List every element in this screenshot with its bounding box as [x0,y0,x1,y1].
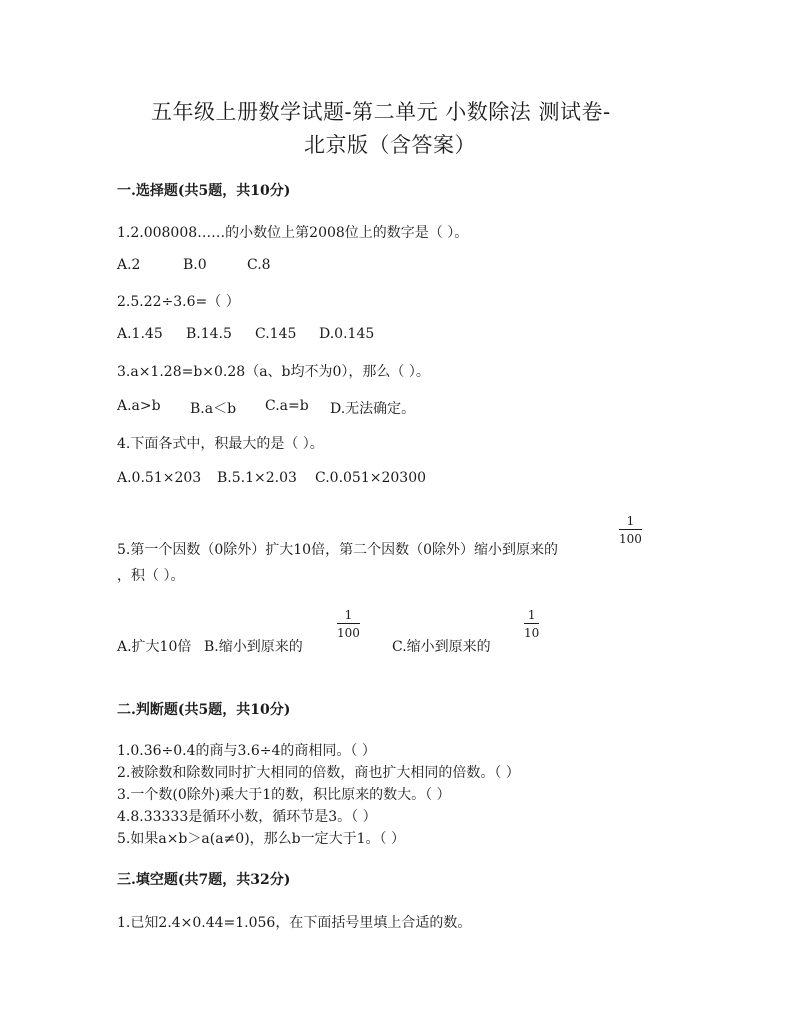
question-3: 3.a×1.28=b×0.28（a、b均不为0），那么（ ）。 [117,364,430,380]
q3-option-d: D.无法确定。 [330,401,416,417]
question-1: 1.2.008008……的小数位上第2008位上的数字是（ ）。 [117,225,469,241]
q5-option-b-denominator: 100 [337,626,360,640]
q5-option-b-numerator: 1 [344,608,353,622]
q5-option-c: C.缩小到原来的 [392,639,491,655]
q3-option-c: C.a=b [265,398,309,414]
question-5: 5.第一个因数（0除外）扩大10倍，第二个因数（0除外）缩小到原来的 [117,542,558,558]
judgment-item-3: 3.一个数(0除外)乘大于1的数，积比原来的数大。（ ） [117,787,451,803]
q2-option-d: D.0.145 [319,326,375,342]
q5-option-c-numerator: 1 [527,608,536,622]
q5-option-b-fraction [337,609,360,639]
q5-fraction [619,515,642,545]
section-heading-true-false: 二.判断题(共5题，共10分) [117,702,291,718]
q3-option-b: B.a＜b [190,401,237,417]
question-5-continued: ，积（ ）。 [117,568,185,584]
judgment-item-4: 4.8.33333是循环小数，循环节是3。（ ） [117,809,377,825]
q2-option-a: A.1.45 [117,326,163,342]
document-title-line-1: 五年级上册数学试题-第二单元 小数除法 测试卷- [151,100,611,124]
q5-option-c-denominator: 10 [524,626,540,640]
fill-in-question-1: 1.已知2.4×0.44=1.056，在下面括号里填上合适的数。 [117,915,472,931]
q5-option-a: A.扩大10倍 [117,639,192,655]
judgment-item-5: 5.如果a×b＞a(a≠0)，那么b一定大于1。（ ） [117,831,405,847]
q2-option-b: B.14.5 [186,326,232,342]
q5-option-b: B.缩小到原来的 [204,639,303,655]
q5-fraction-numerator: 1 [626,514,635,528]
q1-option-b: B.0 [183,257,207,273]
q4-option-c: C.0.051×20300 [315,470,427,486]
q4-option-a: A.0.51×203 [117,470,202,486]
q3-option-a: A.a>b [117,398,161,414]
document-title-line-2: 北京版（含答案） [304,133,476,157]
q1-option-a: A.2 [117,257,141,273]
q2-option-c: C.145 [255,326,297,342]
judgment-item-1: 1.0.36÷0.4的商与3.6÷4的商相同。（ ） [117,743,376,759]
q5-option-c-fraction [524,609,539,639]
judgment-item-2: 2.被除数和除数同时扩大相同的倍数，商也扩大相同的倍数。（ ） [117,765,520,781]
q5-fraction-denominator: 100 [619,532,642,546]
section-heading-fill-in: 三.填空题(共7题，共32分) [117,872,291,888]
q4-option-b: B.5.1×2.03 [217,470,297,486]
q1-option-c: C.8 [247,257,271,273]
question-2: 2.5.22÷3.6=（ ） [117,294,240,310]
section-heading-multiple-choice: 一.选择题(共5题，共10分) [117,183,291,199]
question-4: 4.下面各式中，积最大的是（ ）。 [117,436,324,452]
